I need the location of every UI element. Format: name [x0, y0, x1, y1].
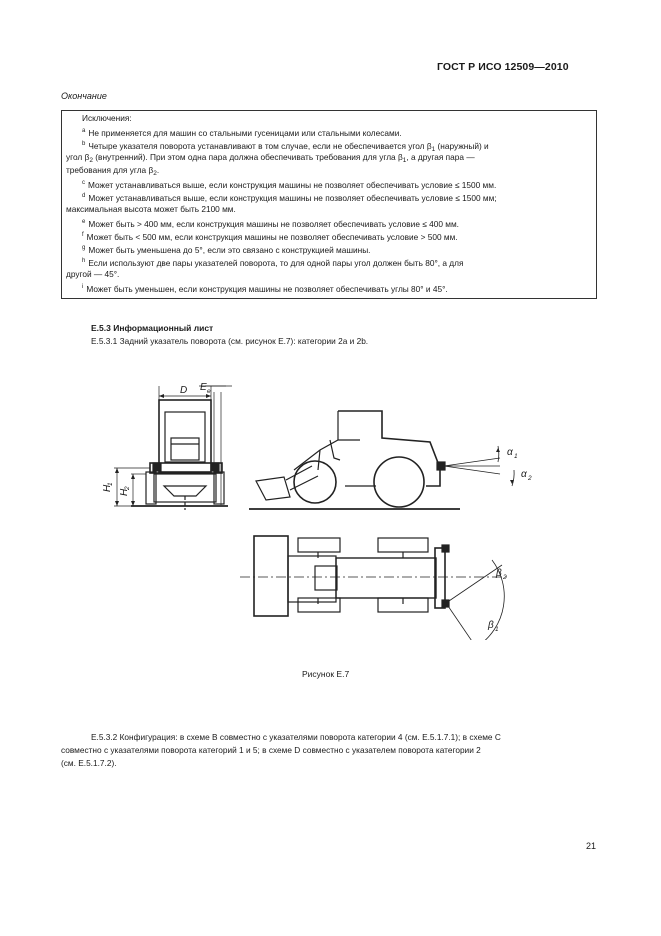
note-d-line2: максимальная высота может быть 2100 мм. — [66, 204, 236, 214]
note-e-text: Может быть > 400 мм, если конструкция машины не позволяет обеспечивать условие ≤ 400 мм. — [88, 219, 459, 229]
note-h-line1 — [82, 256, 463, 269]
note-h-line1-text: Если используют две пары указателей поворота, то для одной пары угол должен быть 80°, а для — [88, 258, 464, 268]
note-h-mark: h — [82, 258, 86, 264]
standard-header: ГОСТ Р ИСО 12509—2010 — [437, 61, 569, 73]
note-c-mark: c — [82, 180, 85, 186]
note-g — [82, 243, 370, 256]
note-b-line3 — [66, 165, 159, 179]
label-H2-sub: 2 — [124, 486, 131, 490]
note-e-mark: e — [82, 219, 86, 225]
note-d-mark: d — [82, 193, 86, 199]
note-e — [82, 217, 459, 230]
label-beta1-sub: 1 — [495, 626, 499, 633]
note-b-line2-sub2: 1 — [402, 157, 407, 164]
side-view — [249, 411, 514, 509]
note-a-mark: a — [82, 128, 86, 134]
note-b-line1-part2: (наружный) и — [435, 141, 489, 151]
exceptions-title: Исключения: — [82, 113, 132, 123]
note-a — [82, 126, 402, 139]
top-view — [240, 536, 510, 640]
label-alpha1-sub: 1 — [514, 453, 518, 460]
note-g-text: Может быть уменьшена до 5°, если это связано с конструкцией машины. — [88, 245, 371, 255]
note-a-text: Не применяется для машин со стальными гусеницами или стальными колесами. — [88, 128, 402, 138]
note-c — [82, 178, 496, 191]
final-para-line3: (см. Е.5.1.7.2). — [61, 758, 117, 768]
figure-caption: Рисунок Е.7 — [302, 669, 350, 679]
label-D: D — [180, 385, 188, 396]
note-b-line2-sub: 2 — [89, 157, 93, 164]
note-i-text: Может быть уменьшен, если конструкция машины не позволяет обеспечивать углы 80° и 45°. — [86, 284, 448, 294]
note-b-line1-sub: 1 — [431, 146, 436, 153]
note-b-line3-part2: . — [156, 165, 160, 175]
note-d-line1-text: Может устанавливаться выше, если конструкция машины не позволяет обеспечивать условие ≤ 1500 мм; — [88, 193, 497, 203]
label-beta2: β — [496, 568, 502, 579]
note-b-line1-part1: Четыре указателя поворота устанавливают в том случае, если не обеспечивается угол β — [88, 141, 432, 151]
section-title: Е.5.3 Информационный лист — [91, 323, 214, 333]
label-beta2-sub: 2 — [503, 574, 507, 581]
note-b-line2-part3: , а другая пара — — [406, 152, 475, 162]
note-f — [82, 230, 458, 243]
ending-label: Окончание — [61, 91, 107, 101]
label-H1: H — [102, 484, 113, 492]
note-d-line1 — [82, 191, 497, 204]
label-alpha2-sub: 2 — [528, 475, 532, 482]
label-H1-sub: 1 — [107, 482, 114, 486]
label-H2: H — [119, 488, 130, 496]
note-b-line3-sub: 2 — [153, 170, 157, 177]
note-i — [82, 282, 448, 295]
note-f-mark: f — [82, 232, 84, 238]
final-para-line2: совместно с указателями поворота категорий 1 и 5; в схеме D совместно с указателем поворота категории 2 — [61, 745, 481, 755]
note-f-text: Может быть < 500 мм, если конструкция машины не позволяет обеспечивать условие > 500 мм. — [86, 232, 458, 242]
label-E: E — [200, 382, 207, 393]
figure-e7-drawing — [100, 380, 600, 640]
front-view — [114, 386, 232, 510]
label-alpha1: α — [507, 447, 513, 458]
note-b-line2-part2: (внутренний). При этом одна пара должна обеспечивать требования для угла β — [92, 152, 403, 162]
label-E-sub: e — [207, 388, 211, 395]
label-beta1: β — [488, 620, 494, 631]
note-b-line3-part1: требования для угла β — [66, 165, 154, 175]
note-b-mark: b — [82, 141, 86, 147]
label-alpha2: α — [521, 469, 527, 480]
note-b-line2-part1: угол β — [66, 152, 90, 162]
note-b-line2 — [66, 152, 475, 166]
note-h-line2: другой — 45°. — [66, 269, 120, 279]
section-para-1: Е.5.3.1 Задний указатель поворота (см. рисунок Е.7): категории 2а и 2b. — [91, 336, 369, 346]
note-g-mark: g — [82, 245, 86, 251]
note-c-text: Может устанавливаться выше, если конструкция машины не позволяет обеспечивать условие ≤ 1500 мм. — [88, 180, 497, 190]
final-para-line1: Е.5.3.2 Конфигурация: в схеме В совместно с указателями поворота категории 4 (см. Е.5.1.7.1); в схеме С — [91, 732, 501, 742]
note-i-mark: i — [82, 284, 84, 290]
page-number: 21 — [586, 841, 597, 851]
exceptions-box — [61, 110, 597, 299]
